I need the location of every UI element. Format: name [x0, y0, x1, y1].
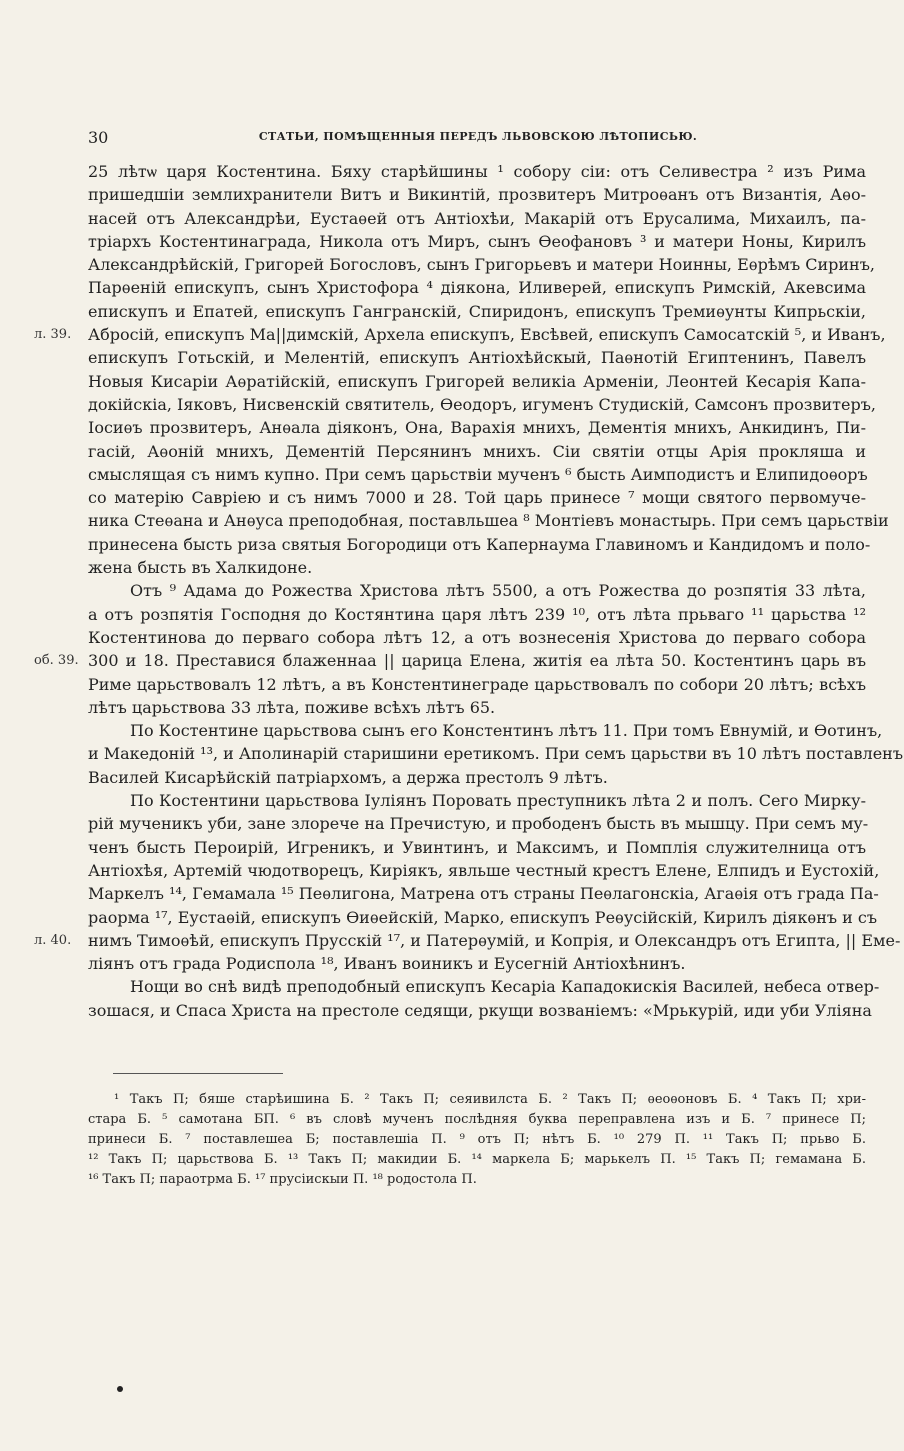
text-line — [88, 276, 866, 299]
text-line-content: епискупъ и Епатей, епискупъ Гангранскій, Спиридонъ, епискупъ Тремиѳунты Кипрьскіи, — [88, 301, 866, 321]
text-line-content: Александрѣйскій, Григорей Богословъ, сынъ Григорьевъ и матери Ноинны, Еѳрѣмъ Сиринъ, — [88, 255, 875, 275]
text-line — [88, 696, 866, 719]
text-line — [88, 440, 866, 463]
text-line-content: Антіохѣя, Артемій чюдотворецъ, Киріякъ, явльше честный крестъ Елене, Елпидъ и Еустохій, — [88, 860, 880, 880]
folio-margin-note: об. 39. — [34, 653, 79, 669]
text-line — [88, 393, 877, 416]
text-line — [88, 183, 866, 206]
main-text — [34, 160, 904, 1022]
text-line — [88, 952, 866, 975]
text-line — [88, 346, 866, 369]
text-line-content: По Костентини царьствова Іуліянъ Поровать преступникъ лѣта 2 и полъ. Сего Мирку- — [130, 791, 866, 811]
text-line — [88, 603, 866, 626]
text-line-content: принесена бысть риза святыя Богородици отъ Капернаума Главиномъ и Кандидомъ и поло- — [88, 534, 871, 554]
footnote-line: ¹⁶ Такъ П; параотрма Б. ¹⁷ прусіискыи П. ¹⁸ родостола П. — [88, 1172, 477, 1187]
text-line — [88, 160, 866, 183]
text-line-content: со матерію Савріею и съ нимъ 7000 и 28. Той царь принесе ⁷ мощи святого первомуче- — [88, 488, 866, 508]
text-line — [88, 509, 889, 532]
text-line — [88, 463, 866, 486]
text-line — [88, 370, 866, 393]
text-line-content: Василей Кисарѣйскій патріархомъ, а держа престолъ 9 лѣтъ. — [88, 767, 608, 787]
text-line — [88, 416, 866, 439]
text-line-content: Отъ ⁹ Адама до Рожества Христова лѣтъ 5500, а отъ Рожества до розпятія 33 лѣта, — [130, 581, 866, 601]
text-line-content: ника Стеѳана и Анѳуса преподобная, поставльшеа ⁸ Монтіевъ монастырь. При семъ царьствіи — [88, 511, 889, 531]
text-line-content: жена бысть въ Халкидоне. — [88, 558, 313, 578]
text-line — [88, 556, 866, 579]
text-line-content: 300 и 18. Преставися блаженнаа || царица Елена, житія еа лѣта 50. Костентинъ царь въ — [88, 651, 866, 671]
text-line — [88, 906, 878, 929]
footnote-divider — [113, 1073, 283, 1074]
text-line — [88, 533, 871, 556]
text-line-content: Парѳеній епискупъ, сынъ Христофора ⁴ діякона, Иливерей, епискупъ Римскій, Акевсима — [88, 278, 866, 298]
text-line — [88, 789, 866, 812]
text-line — [88, 812, 869, 835]
text-line-content: ліянъ отъ града Родиспола ¹⁸, Иванъ воиникъ и Еусегній Антіохѣнинъ. — [88, 954, 686, 974]
text-line — [88, 859, 880, 882]
text-line — [88, 230, 866, 253]
folio-margin-note: л. 40. — [34, 932, 72, 948]
folio-margin-note: л. 39. — [34, 327, 72, 343]
text-line — [88, 673, 866, 696]
text-line — [88, 882, 879, 905]
text-line — [34, 323, 886, 346]
ink-dot — [117, 1386, 123, 1392]
text-line-content: Риме царьствовалъ 12 лѣтъ, а въ Констентинеграде царьствовалъ по собори 20 лѣтъ; всѣхъ — [88, 674, 866, 694]
text-line-content: По Костентине царьствова сынъ его Констентинъ лѣтъ 11. При томъ Евнумій, и Ѳотинъ, — [130, 721, 883, 741]
text-line-content: лѣтъ царьствова 33 лѣта, поживе всѣхъ лѣтъ 65. — [88, 697, 496, 717]
text-line-content: смыслящая съ нимъ купно. При семъ царьствіи мученъ ⁶ бысть Аимподистъ и Елипидоѳоръ — [88, 464, 868, 484]
footnotes — [88, 1090, 866, 1190]
text-line-content: Іосиѳъ прозвитеръ, Анѳала діяконъ, Она, Варахія мнихъ, Дементія мнихъ, Анкидинъ, Пи- — [88, 418, 866, 438]
text-line — [88, 999, 872, 1022]
text-line-content: и Македоній ¹³, и Аполинарій старишини еретикомъ. При семъ царьстви въ 10 лѣтъ поставленъ — [88, 744, 904, 764]
text-line — [88, 766, 866, 789]
text-line — [88, 626, 866, 649]
running-head: СТАТЬИ, ПОМѢЩЕННЫЯ ПЕРЕДЪ ЛЬВОВСКОЮ ЛѢТОПИСЬЮ. — [258, 130, 698, 143]
text-line-content: 25 лѣтѡ царя Костентина. Бяху старѣйшины ¹ собору сіи: отъ Селивестра ² изъ Рима — [88, 162, 866, 181]
text-line-content: ченъ бысть Пероирій, Игреникъ, и Увинтинъ, и Максимъ, и Помплія служителница отъ — [88, 837, 866, 857]
text-line — [88, 486, 866, 509]
text-line-content: а отъ розпятія Господня до Костянтина царя лѣтъ 239 ¹⁰, отъ лѣта прьваго ¹¹ царьства ¹² — [88, 604, 866, 624]
text-line-content: Костентинова до перваго собора лѣтъ 12, а отъ вознесенія Христова до перваго собора — [88, 627, 866, 647]
page-number: 30 — [88, 128, 109, 147]
text-line-content: гасій, Аѳоній мнихъ, Дементій Персянинъ мнихъ. Сіи святіи отцы Арія прокляша и — [88, 441, 866, 461]
text-line-content: Новыя Кисаріи Аѳратійскій, епискупъ Григорей великіа Арменіи, Леонтей Кесарія Капа- — [88, 371, 866, 391]
text-line-content: пришедшіи землихранители Витъ и Викинтій, прозвитеръ Митроѳанъ отъ Византія, Аѳо- — [88, 185, 866, 205]
text-line-content: нимъ Тимоѳѣй, епискупъ Прусскій ¹⁷, и Патерѳумій, и Копрія, и Олександръ отъ Египта, || Еме- — [88, 930, 901, 950]
text-line — [88, 579, 866, 602]
footnote-line: ¹² Такъ П; царьствова Б. ¹³ Такъ П; макидии Б. ¹⁴ маркела Б; марькелъ П. ¹⁵ Такъ П; гемамана Б. — [88, 1152, 866, 1167]
text-line — [88, 719, 883, 742]
text-line-content: епискупъ Готьскій, и Мелентій, епискупъ Антіохѣйскый, Паѳнотій Египтенинъ, Павелъ — [88, 348, 866, 368]
footnote-line: принеси Б. ⁷ поставлешеа Б; поставлешіа П. ⁹ отъ П; нѣтъ Б. ¹⁰ 279 П. ¹¹ Такъ П; прьво Б. — [88, 1132, 866, 1147]
text-line-content: тріархъ Костентинаграда, Никола отъ Миръ, сынъ Ѳеофановъ ³ и матери Ноны, Кирилъ — [88, 231, 866, 251]
text-line — [34, 649, 866, 672]
text-line-content: Маркелъ ¹⁴, Гемамала ¹⁵ Пеѳлигона, Матрена отъ страны Пеѳлагонскіа, Агаѳія отъ града Па- — [88, 884, 879, 904]
footnote-line: стара Б. ⁵ самотана БП. ⁶ въ словѣ мученъ послѣдняя буква переправлена изъ и Б. ⁷ принесе П; — [88, 1112, 866, 1127]
text-line-content: рій мученикъ уби, зане злорече на Пречистую, и прободенъ бысть въ мышцу. При семъ му- — [88, 814, 869, 834]
text-line-content: Абросій, епискупъ Ма||димскій, Архела епискупъ, Евсѣвей, епискупъ Самосатскій ⁵, и Иванъ, — [88, 325, 886, 345]
text-line — [88, 253, 875, 276]
text-line-content: Нощи во снѣ видѣ преподобный епискупъ Кесаріа Кападокискія Василей, небеса отвер- — [130, 977, 880, 997]
text-line — [88, 207, 866, 230]
text-line — [88, 742, 904, 765]
text-line — [88, 836, 866, 859]
page-header — [88, 128, 868, 148]
footnote-line: ¹ Такъ П; бяше старѣишина Б. ² Такъ П; сеяивилста Б. ² Такъ П; ѳеоѳоновъ Б. ⁴ Такъ П; хри- — [114, 1092, 866, 1107]
text-line-content: раорма ¹⁷, Еустаѳій, епискупъ Ѳиѳейскій, Марко, епискупъ Реѳусійскій, Кирилъ діякѳнъ и съ — [88, 907, 878, 927]
text-line-content: насей отъ Александрѣи, Еустаѳей отъ Антіохѣи, Макарій отъ Ерусалима, Михаилъ, па- — [88, 208, 866, 228]
text-line — [34, 929, 901, 952]
text-line — [88, 300, 866, 323]
text-line — [88, 975, 880, 998]
text-line-content: зошася, и Спаса Христа на престоле седящи, ркущи возваніемъ: «Мрькурій, иди уби Уліяна — [88, 1000, 872, 1020]
text-line-content: докійскіа, Іяковъ, Нисвенскій святитель, Ѳеодоръ, игуменъ Студискій, Самсонъ прозвитеръ, — [88, 394, 877, 414]
